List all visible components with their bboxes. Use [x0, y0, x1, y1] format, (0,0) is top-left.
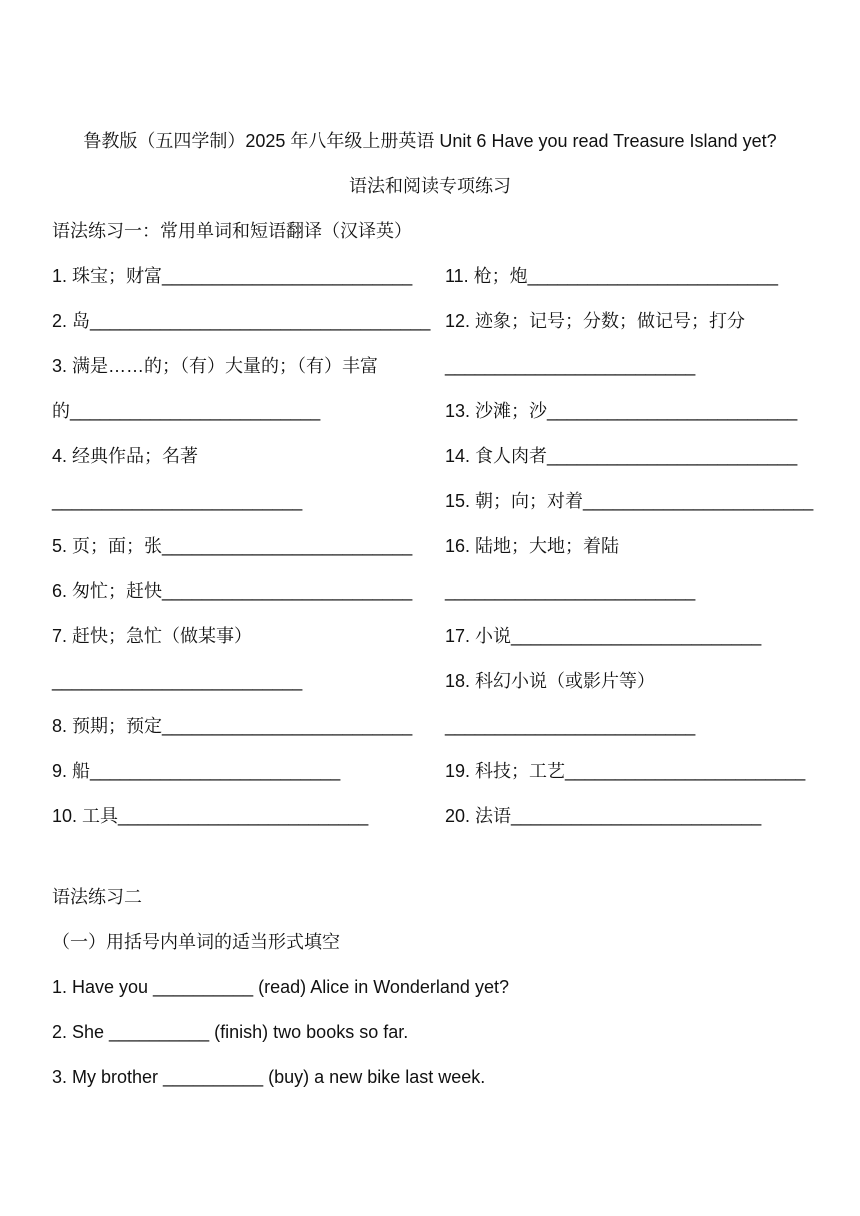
vocab-item: 10. 工具_________________________	[52, 806, 369, 826]
vocab-item: 4. 经典作品；名著	[52, 446, 199, 466]
vocab-item: 6. 匆忙；赶快_________________________	[52, 581, 413, 601]
vocab-item: 9. 船_________________________	[52, 761, 341, 781]
subsection-heading: （一）用括号内单词的适当形式填空	[52, 932, 340, 952]
vocab-item: 18. 科幻小说（或影片等）	[445, 671, 656, 691]
vocab-item: _________________________	[445, 581, 696, 601]
vocab-item: 14. 食人肉者_________________________	[445, 446, 798, 466]
vocab-item: _________________________	[52, 491, 303, 511]
vocab-item: 16. 陆地；大地；着陆	[445, 536, 620, 556]
vocab-item: 19. 科技；工艺________________________	[445, 761, 806, 781]
vocab-item: 5. 页；面；张_________________________	[52, 536, 413, 556]
vocab-item: _________________________	[52, 671, 303, 691]
vocab-item: 20. 法语_________________________	[445, 806, 762, 826]
exercise-item: 1. Have you __________ (read) Alice in Wonderland yet?	[52, 977, 509, 997]
vocab-item: 13. 沙滩；沙_________________________	[445, 401, 798, 421]
vocab-item: 17. 小说_________________________	[445, 626, 762, 646]
vocab-item: 11. 枪；炮_________________________	[445, 266, 778, 286]
exercise-item: 2. She __________ (finish) two books so far.	[52, 1022, 409, 1042]
vocab-item: 3. 满是……的；（有）大量的；（有）丰富	[52, 356, 379, 376]
vocab-item: _________________________	[445, 716, 696, 736]
vocab-item: 2. 岛__________________________________	[52, 311, 431, 331]
vocab-item: 7. 赶快；急忙（做某事）	[52, 626, 253, 646]
section-2-heading: 语法练习二	[52, 887, 142, 907]
vocab-item: _________________________	[445, 356, 696, 376]
title-line-1: 鲁教版（五四学制）2025 年八年级上册英语 Unit 6 Have you read Treasure Island yet?	[83, 131, 777, 151]
exercise-item: 3. My brother __________ (buy) a new bike last week.	[52, 1067, 486, 1087]
title-line-2: 语法和阅读专项练习	[349, 176, 511, 196]
vocab-item: 8. 预期；预定_________________________	[52, 716, 413, 736]
section-1-heading: 语法练习一：常用单词和短语翻译（汉译英）	[52, 221, 412, 241]
vocab-item: 1. 珠宝；财富_________________________	[52, 266, 413, 286]
vocab-item: 15. 朝；向；对着_______________________	[445, 491, 814, 511]
vocab-item: 的_________________________	[52, 401, 321, 421]
vocab-item: 12. 迹象；记号；分数；做记号；打分	[445, 311, 746, 331]
